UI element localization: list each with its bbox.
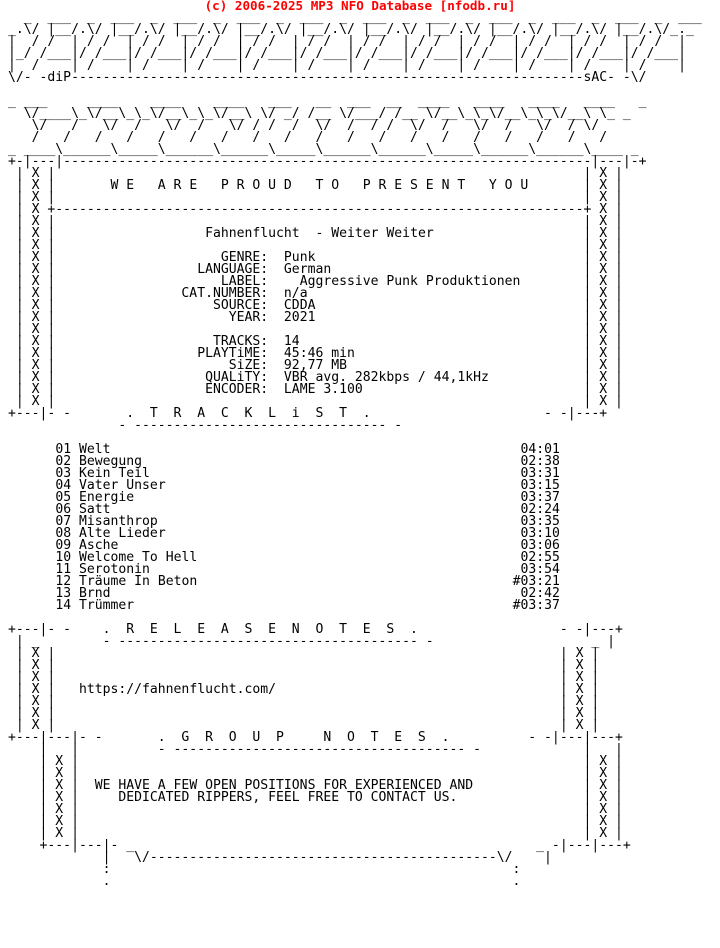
track-time: 03:10 bbox=[520, 526, 560, 541]
track-number: 11 bbox=[55, 562, 72, 577]
track-title: Brnd bbox=[78, 586, 111, 601]
track-title: Kein Teil bbox=[78, 466, 150, 481]
track-number: 14 bbox=[55, 598, 72, 613]
playtime-value: 45:46 min bbox=[283, 346, 355, 361]
track-number: 05 bbox=[55, 490, 72, 505]
track-time: #03:21 bbox=[512, 574, 560, 589]
language-value: German bbox=[283, 262, 332, 277]
track-title: Welt bbox=[78, 442, 111, 457]
track-number: 06 bbox=[55, 502, 72, 517]
track-number: 10 bbox=[55, 550, 72, 565]
cat-number-value: n/a bbox=[283, 286, 308, 301]
track-number: 12 bbox=[55, 574, 72, 589]
track-row bbox=[55, 598, 560, 613]
track-title: Träume In Beton bbox=[78, 574, 198, 589]
track-time: 03:54 bbox=[520, 562, 560, 577]
group-notes-line-1: WE HAVE A FEW OPEN POSITIONS FOR EXPERIENCED AND bbox=[94, 778, 474, 793]
track-title: Misanthrop bbox=[78, 514, 158, 529]
track-time: 02:38 bbox=[520, 454, 560, 469]
track-title: Welcome To Hell bbox=[78, 550, 198, 565]
release-url: https://fahnenflucht.com/ bbox=[78, 682, 277, 697]
track-time: #03:37 bbox=[512, 598, 560, 613]
track-number: 02 bbox=[55, 454, 72, 469]
copyright-banner[interactable]: (c) 2006-2025 MP3 NFO Database [nfodb.ru] bbox=[204, 0, 516, 13]
track-title: Alte Lieder bbox=[78, 526, 166, 541]
track-title: Trümmer bbox=[78, 598, 135, 613]
intro-text: W E A R E P R O U D T O P R E S E N T Y O U bbox=[110, 178, 529, 193]
label-value: Aggressive Punk Produktionen bbox=[299, 274, 521, 289]
track-title: Bewegung bbox=[78, 454, 143, 469]
track-number: 13 bbox=[55, 586, 72, 601]
track-time: 02:55 bbox=[520, 550, 560, 565]
track-number: 08 bbox=[55, 526, 72, 541]
track-number: 04 bbox=[55, 478, 72, 493]
track-number: 01 bbox=[55, 442, 72, 457]
track-title: Asche bbox=[78, 538, 119, 553]
track-time: 03:31 bbox=[520, 466, 560, 481]
track-time: 04:01 bbox=[520, 442, 560, 457]
track-time: 03:35 bbox=[520, 514, 560, 529]
source-value: CDDA bbox=[283, 298, 316, 313]
track-time: 03:15 bbox=[520, 478, 560, 493]
track-number: 09 bbox=[55, 538, 72, 553]
track-title: Serotonin bbox=[78, 562, 150, 577]
track-number: 07 bbox=[55, 514, 72, 529]
track-time: 02:42 bbox=[520, 586, 560, 601]
quality-value: VBR avg. 282kbps / 44,1kHz bbox=[283, 370, 489, 385]
genre-value: Punk bbox=[283, 250, 316, 265]
track-title: Vater Unser bbox=[78, 478, 166, 493]
encoder-value: LAME 3.100 bbox=[283, 382, 363, 397]
size-value: 92,77 MB bbox=[283, 358, 347, 373]
track-title: Energie bbox=[78, 490, 135, 505]
group-notes-line-2: DEDICATED RIPPERS, FEEL FREE TO CONTACT US. bbox=[118, 790, 458, 805]
year-value: 2021 bbox=[283, 310, 316, 325]
tracks-value: 14 bbox=[283, 334, 300, 349]
track-number: 03 bbox=[55, 466, 72, 481]
nfo-text: _ ___ _ ___ _ ___ _ ___ _ ___ _ ___ _ ___ _ ___ _ ___ _ ___ _ ___ _.\/ |__/.\/ |__/.\/ |__/.\/ |__/.\/ |__/.\/ |__/.\/ |__/.\/ |__/.\/ |__/.\/ |__/.\/_._ | / / | / / | / / | / / | / / | / / | / / | / / | / / | / / | / / | / / | |_/ /___|/ /___|/ /___|/ /___|/ /___|/ /___|/ /___|/ /___|/ /___|/ /___|/ /___|/ /___| | / | / | / | / | / | / | / | / | / | / | / | / | \/- -diP-----------------------------------------------------------------sAC- -\/ _ ___ ____ ____ ____ ___ __ ___ __ ____ ____ ____ ____ _ \/____\_\/__\_\_\/__\_\_\/__\ \/ _/ /__ \/___/ /__ \/__\_\_\/__\_\_\/__\ \_ _ \/ / \/ / \/ / \/ / / / \/ / / / \/ / \/ / \/ / \/ / / / / / / / / / / / / / / / / / / / _ ____\______\_____\______\______\_____\______\______\_____\______\______\____ _ +-|---|-------------------------------------------------------------------|---|-+ | X | | X | | X | W E A R E P R O U D T O P R E S E N T Y O U | X | | X | | X | | X +-------------------------------------------------------------------+ X | | X | | X | | X | Fahnenflucht - Weiter Weiter | X | | X | | X | | X | GENRE: Punk | X | | X | LANGUAGE: German | X | | X | LABEL: Aggressive Punk Produktionen | X | | X | CAT.NUMBER: n/a | X | | X | SOURCE: CDDA | X | | X | YEAR: 2021 | X | | X | | X | | X | TRACKS: 14 | X | | X | PLAYTiME: 45:46 min | X | | X | SiZE: 92,77 MB | X | | X | QUALiTY: VBR avg. 282kbps / 44,1kHz | X | | X | ENCODER: LAME 3.100 | X | | X | | X | +---|- - . T R A C K L i S T . - -|---+ - -------------------------------- - 01 Welt 04:01 02 Bewegung 02:38 03 Kein Teil 03:31 04 Vater Unser 03:15 05 Energie 03:37 06 Satt 02:24 07 Misanthrop 03:35 08 Alte Lieder 03:10 09 Asche 03:06 10 Welcome To Hell 02:55 11 Serotonin 03:54 12 Träume In Beton #03:21 13 Brnd 02:42 14 Trümmer #03:37 +---|- - . R E L E A S E N O T E S . - -|---+ | _ - -------------------------------------- - _ | | X | | X | | X | | X | | X | | X | | X | https://fahnenflucht.com/ | X | | X | | X | | X | | X | | X | | X | +---|---|- - . G R O U P N O T E S . - -|---|---+ | | - ------------------------------------- - | | | X | | X | | X | | X | | X | WE HAVE A FEW OPEN POSITIONS FOR EXPERIENCED AND | X | | X | DEDICATED RIPPERS, FEEL FREE TO CONTACT US. | X | | X | | X | | X | | X | | X | | X | +---|---|- _ _ -|---|---+ | \/--------------------------------------------\/ | : : . . bbox=[8, 10, 702, 889]
track-time: 03:06 bbox=[520, 538, 560, 553]
release-title: Weiter Weiter bbox=[331, 226, 434, 241]
track-title: Satt bbox=[78, 502, 111, 517]
track-time: 03:37 bbox=[520, 490, 560, 505]
track-time: 02:24 bbox=[520, 502, 560, 517]
release-artist: Fahnenflucht bbox=[205, 226, 300, 241]
